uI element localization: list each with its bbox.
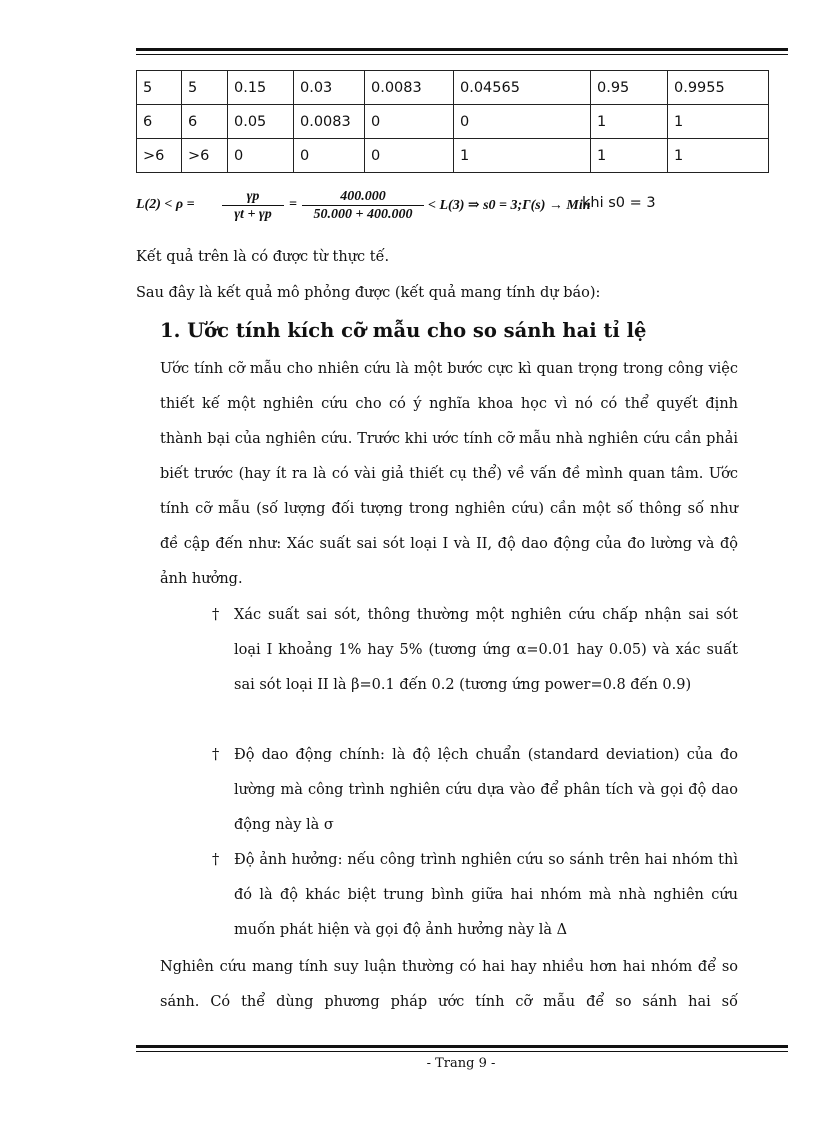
table-cell: 1 <box>591 105 668 139</box>
fraction-1-denominator: γt + γp <box>234 207 272 222</box>
table-cell: 0.95 <box>591 71 668 105</box>
page-number: - Trang 9 - <box>426 1056 496 1071</box>
formula-left: L(2) < ρ = <box>136 197 195 212</box>
fraction-1-numerator: γp <box>222 188 284 206</box>
table-cell: 0.05 <box>228 105 294 139</box>
table-cell: 0.0083 <box>294 105 365 139</box>
table-cell: 0 <box>365 139 454 173</box>
bullet-marker: † <box>212 852 220 868</box>
table-cell: 0 <box>294 139 365 173</box>
bullet-item-error-probability: Xác suất sai sót, thông thường một nghiên cứu chấp nhận sai sót loại I khoảng 1% hay 5% (tương ứng α=0.01 hay 0.05) và xác suất sai sót loại II là β=0.1 đến 0.2 (tương ứng power=0.8 đến 0.9) <box>234 607 738 693</box>
rho-formula <box>136 186 696 226</box>
table-row <box>137 71 769 105</box>
table-cell: 0 <box>454 105 591 139</box>
fraction-2-numerator: 400.000 <box>302 188 424 206</box>
results-table <box>136 70 769 173</box>
table-cell: >6 <box>137 139 182 173</box>
fraction-2-denominator: 50.000 + 400.000 <box>313 207 413 222</box>
table-cell: 1 <box>668 139 769 173</box>
table-cell: 6 <box>182 105 228 139</box>
footer-rule <box>136 1045 788 1052</box>
table-cell: 0.03 <box>294 71 365 105</box>
bullet-marker: † <box>212 607 220 623</box>
formula-condition: khi s0 = 3 <box>582 195 656 211</box>
section-heading: 1. Ước tính kích cỡ mẫu cho so sánh hai tỉ lệ <box>160 319 647 342</box>
table-cell: >6 <box>182 139 228 173</box>
header-rule <box>136 48 788 55</box>
bullet-item-variation: Độ dao động chính: là độ lệch chuẩn (standard deviation) của đo lường mà công trình nghiên cứu dựa vào để phân tích và gọi độ dao động này là σ <box>234 747 738 833</box>
table-cell: 0.04565 <box>454 71 591 105</box>
simulation-intro: Sau đây là kết quả mô phỏng được (kết quả mang tính dự báo): <box>136 285 601 301</box>
table-cell: 1 <box>454 139 591 173</box>
result-note: Kết quả trên là có được từ thực tế. <box>136 249 390 265</box>
paragraph-inference: Nghiên cứu mang tính suy luận thường có hai hay nhiều hơn hai nhóm để so sánh. Có thể dùng phương pháp ước tính cỡ mẫu để so sánh hai số <box>160 959 738 1010</box>
table-cell: 0.0083 <box>365 71 454 105</box>
table-cell: 6 <box>137 105 182 139</box>
table-row <box>137 105 769 139</box>
formula-fraction-2 <box>302 188 424 224</box>
table-row <box>137 139 769 173</box>
formula-right: < L(3) ⇒ s0 = 3;Γ(s) → Min <box>428 198 591 213</box>
table-cell: 0 <box>228 139 294 173</box>
table-cell: 0.15 <box>228 71 294 105</box>
table-cell: 0 <box>365 105 454 139</box>
table-cell: 1 <box>668 105 769 139</box>
table-cell: 1 <box>591 139 668 173</box>
paragraph-sample-size: Ước tính cỡ mẫu cho nhiên cứu là một bước cực kì quan trọng trong công việc thiết kế một nghiên cứu cho có ý nghĩa khoa học vì nó có thể quyết định thành bại của nghiên cứu. Trước khi ước tính cỡ mẫu nhà nghiên cứu cần phải biết trước (hay ít ra là có vài giả thiết cụ thể) về vấn đề mình quan tâm. Ước tính cỡ mẫu (số lượng đối tượng trong nghiên cứu) cần một số thông số như đề cập đến như: Xác suất sai sót loại I và II, độ dao động của đo lường và độ ảnh hưởng. <box>160 361 738 587</box>
bullet-marker: † <box>212 747 220 763</box>
formula-equals: = <box>289 197 297 212</box>
table-cell: 5 <box>182 71 228 105</box>
table-cell: 0.9955 <box>668 71 769 105</box>
formula-fraction-1 <box>222 188 284 224</box>
bullet-item-effect-size: Độ ảnh hưởng: nếu công trình nghiên cứu so sánh trên hai nhóm thì đó là độ khác biệt trung bình giữa hai nhóm mà nhà nghiên cứu muốn phát hiện và gọi độ ảnh hưởng này là Δ <box>234 852 738 938</box>
table-cell: 5 <box>137 71 182 105</box>
